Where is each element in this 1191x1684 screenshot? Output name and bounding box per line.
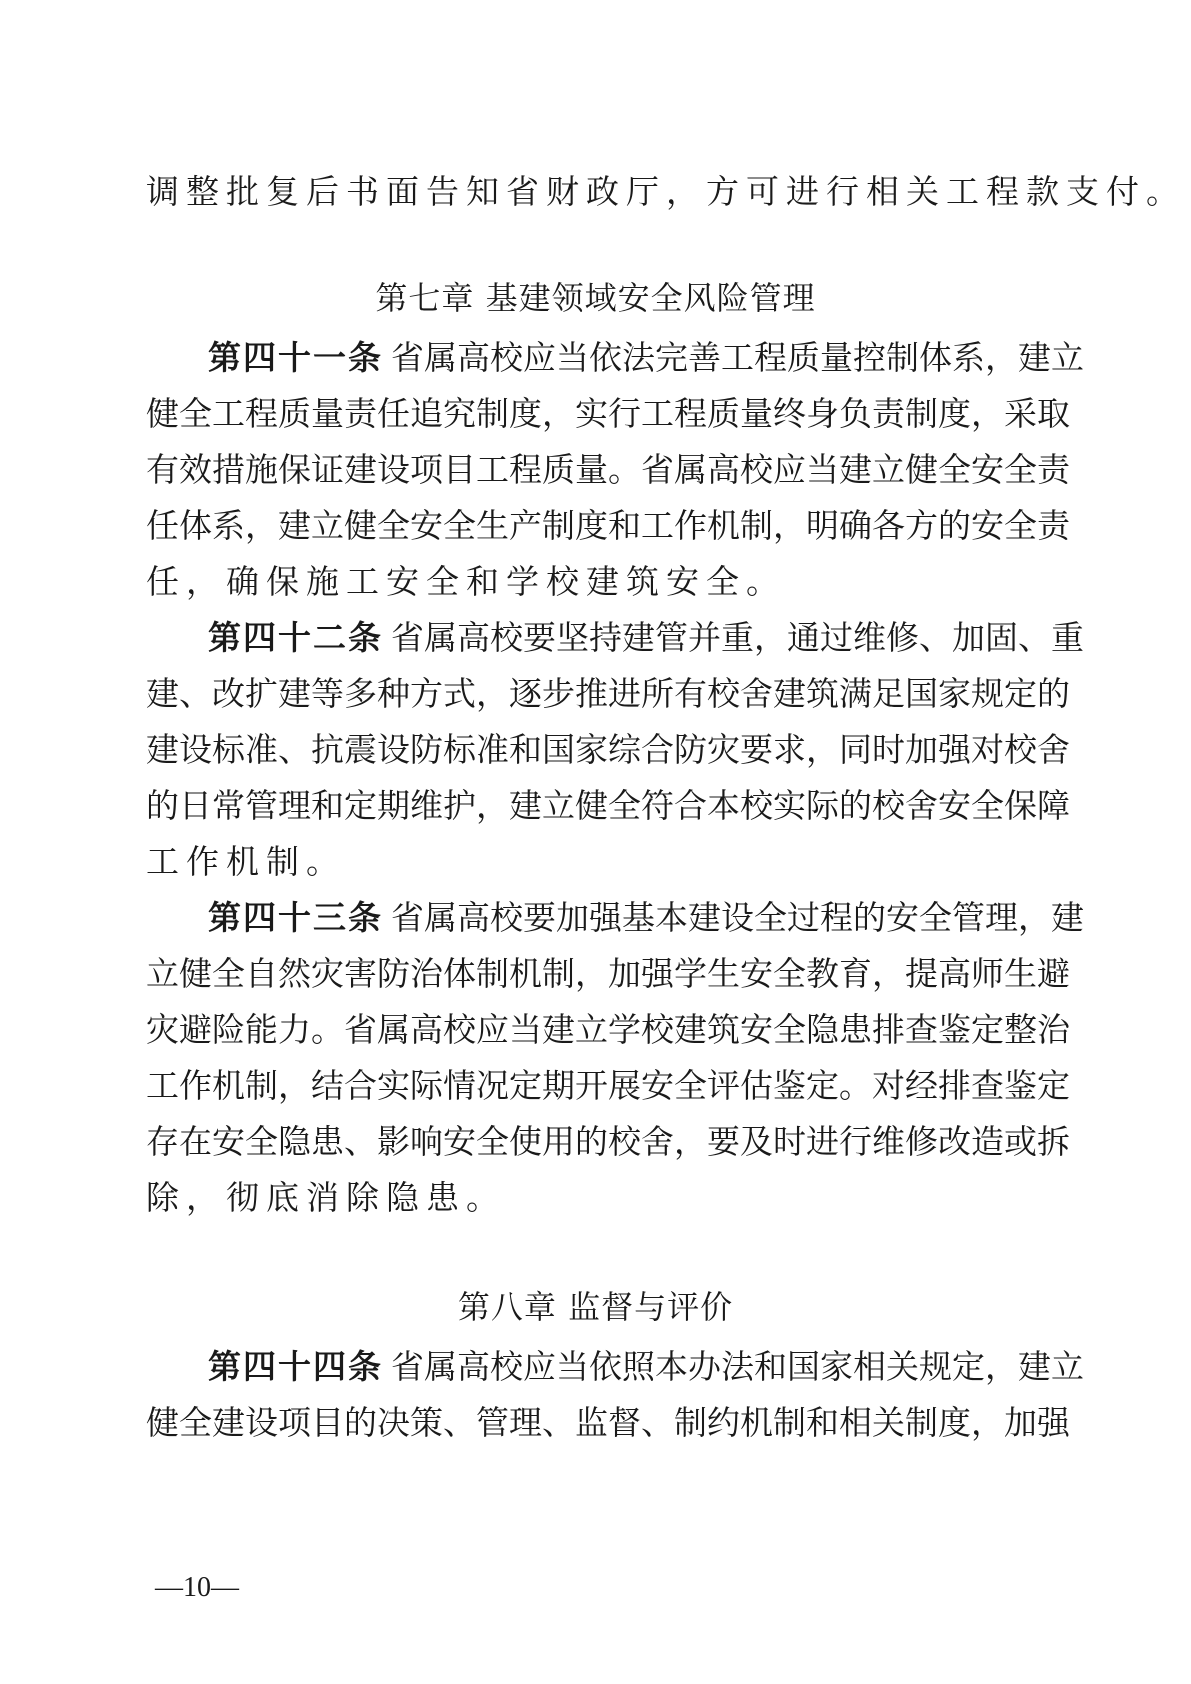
chapter-heading: 第八章 监督与评价 — [457, 1288, 734, 1326]
page-number: —10— — [155, 1572, 239, 1603]
article-label: 第四十二条 — [208, 618, 383, 657]
paragraph-line: 工作机制。 — [146, 842, 346, 881]
paragraph-line: 的日常管理和定期维护，建立健全符合本校实际的校舍安全保障 — [146, 786, 1070, 825]
paragraph-line: 有效措施保证建设项目工程质量。省属高校应当建立健全安全责 — [146, 450, 1070, 489]
paragraph-line: 立健全自然灾害防治体制机制，加强学生安全教育，提高师生避 — [146, 954, 1070, 993]
article-label: 第四十一条 — [208, 338, 383, 377]
article-first-line — [208, 890, 1084, 946]
article-text: 省属高校应当依照本办法和国家相关规定，建立 — [391, 1347, 1084, 1386]
paragraph-line: 任体系，建立健全安全生产制度和工作机制，明确各方的安全责 — [146, 506, 1070, 545]
article-first-line — [208, 610, 1084, 666]
paragraph-line: 除，彻底消除隐患。 — [146, 1178, 506, 1217]
paragraph-line: 建设标准、抗震设防标准和国家综合防灾要求，同时加强对校舍 — [146, 730, 1070, 769]
paragraph-line: 健全工程质量责任追究制度，实行工程质量终身负责制度，采取 — [146, 394, 1070, 433]
paragraph-line: 健全建设项目的决策、管理、监督、制约机制和相关制度，加强 — [146, 1403, 1070, 1442]
paragraph-line: 任，确保施工安全和学校建筑安全。 — [146, 562, 786, 601]
paragraph-line: 存在安全隐患、影响安全使用的校舍，要及时进行维修改造或拆 — [146, 1122, 1070, 1161]
paragraph-line: 灾避险能力。省属高校应当建立学校建筑安全隐患排查鉴定整治 — [146, 1010, 1070, 1049]
article-label: 第四十三条 — [208, 898, 383, 937]
article-text: 省属高校应当依法完善工程质量控制体系，建立 — [391, 338, 1084, 377]
article-label: 第四十四条 — [208, 1347, 383, 1386]
article-text: 省属高校要加强基本建设全过程的安全管理，建 — [391, 898, 1084, 937]
chapter-heading: 第七章 基建领域安全风险管理 — [375, 279, 816, 317]
paragraph-line: 建、改扩建等多种方式，逐步推进所有校舍建筑满足国家规定的 — [146, 674, 1070, 713]
article-first-line — [208, 1339, 1084, 1395]
article-text: 省属高校要坚持建管并重，通过维修、加固、重 — [391, 618, 1084, 657]
article-first-line — [208, 330, 1084, 386]
paragraph-line: 工作机制，结合实际情况定期开展安全评估鉴定。对经排查鉴定 — [146, 1066, 1070, 1105]
paragraph-line: 调整批复后书面告知省财政厅，方可进行相关工程款支付。 — [146, 172, 1186, 211]
